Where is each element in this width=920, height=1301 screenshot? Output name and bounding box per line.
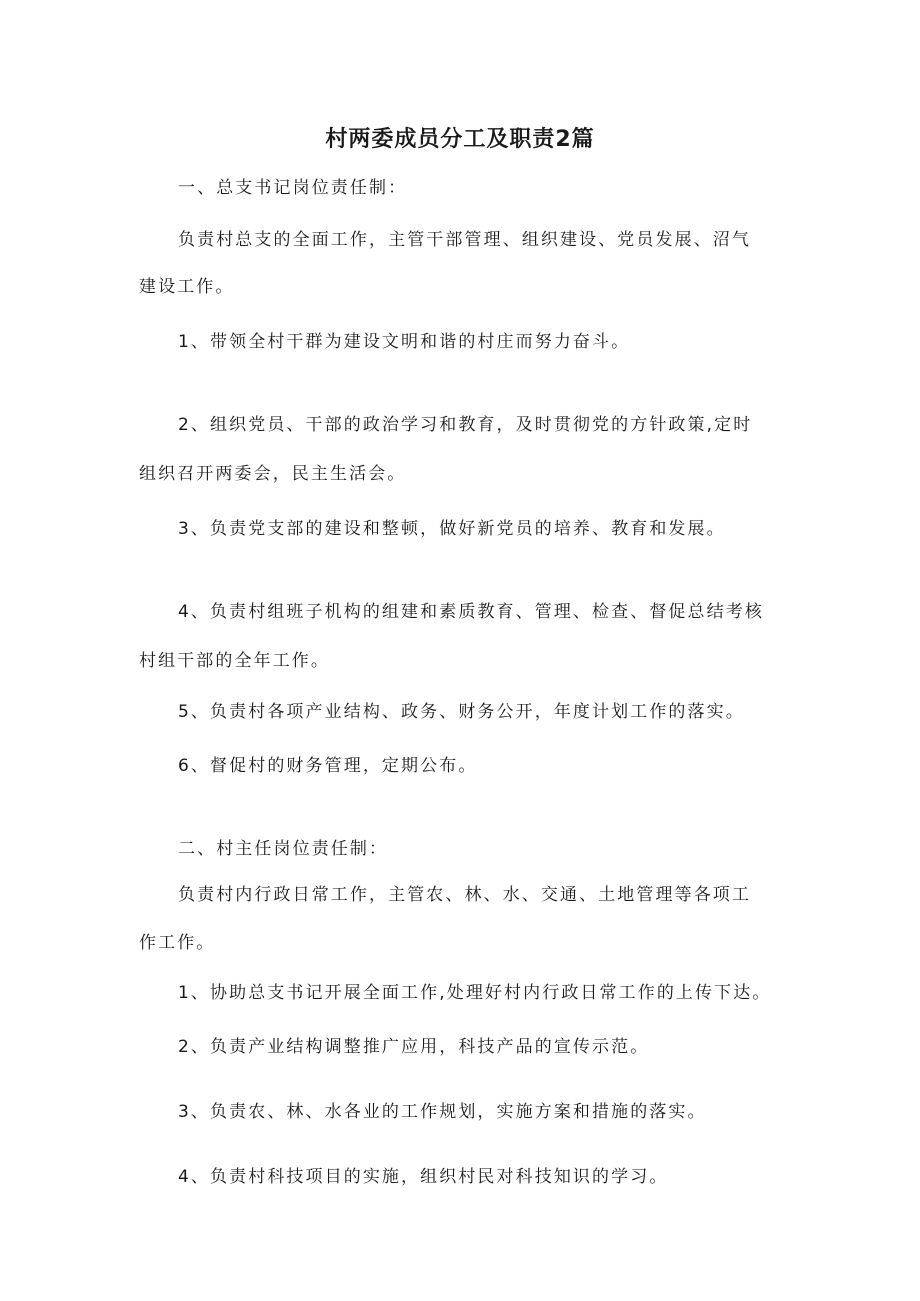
- section1-item-5: 5、负责村各项产业结构、政务、财务公开，年度计划工作的落实。: [178, 702, 745, 722]
- section1-item-6: 6、督促村的财务管理，定期公布。: [178, 756, 478, 776]
- section1-item-4-line1: 4、负责村组班子机构的组建和素质教育、管理、检查、督促总结考核: [178, 602, 764, 622]
- section1-item-1: 1、带领全村干群为建设文明和谐的村庄而努力奋斗。: [178, 332, 631, 352]
- page-title: 村两委成员分工及职责2篇: [325, 127, 595, 152]
- section1-item-4-line2: 村组干部的全年工作。: [139, 651, 330, 671]
- section1-item-3: 3、负责党支部的建设和整顿，做好新党员的培养、教育和发展。: [178, 519, 726, 539]
- section1-intro-line2: 建设工作。: [139, 277, 235, 297]
- section1-item-2-line1: 2、组织党员、干部的政治学习和教育，及时贯彻党的方针政策,定时: [178, 415, 753, 435]
- section2-item-1: 1、协助总支书记开展全面工作,处理好村内行政日常工作的上传下达。: [178, 983, 772, 1003]
- section2-item-4: 4、负责村科技项目的实施，组织村民对科技知识的学习。: [178, 1167, 669, 1187]
- section2-item-2: 2、负责产业结构调整推广应用，科技产品的宣传示范。: [178, 1037, 650, 1057]
- section1-heading: 一、总支书记岗位责任制：: [178, 178, 408, 198]
- section1-item-2-line2: 组织召开两委会，民主生活会。: [139, 464, 407, 484]
- section2-heading: 二、村主任岗位责任制：: [178, 839, 389, 859]
- section2-item-3: 3、负责农、林、水各业的工作规划，实施方案和措施的落实。: [178, 1102, 707, 1122]
- section2-intro-line2: 作工作。: [139, 933, 216, 953]
- section2-intro-line1: 负责村内行政日常工作，主管农、林、水、交通、土地管理等各项工: [178, 885, 751, 905]
- section1-intro-line1: 负责村总支的全面工作，主管干部管理、组织建设、党员发展、沼气: [178, 230, 751, 250]
